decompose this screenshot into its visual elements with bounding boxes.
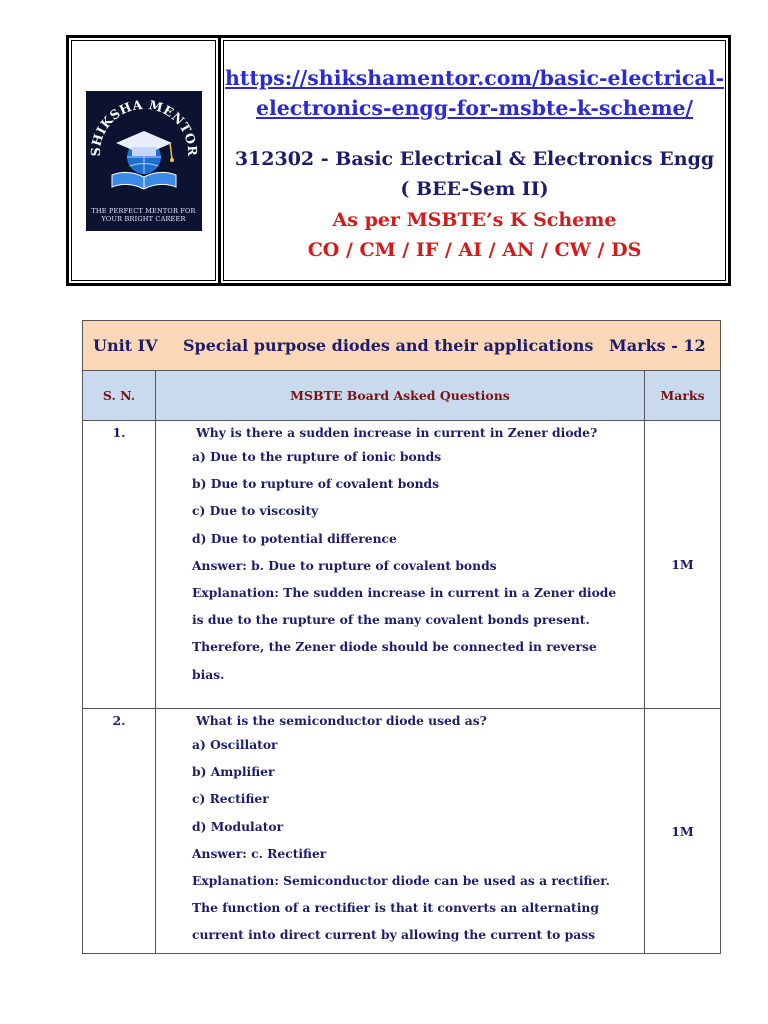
question-stem: What is the semiconductor diode used as?	[196, 713, 487, 728]
question-option: a) Oscillator	[192, 737, 278, 752]
course-link-line-1[interactable]: https://shikshamentor.com/basic-electrical-	[224, 66, 724, 90]
question-text	[156, 421, 645, 709]
question-explanation: is due to the rupture of the many covalent bonds present.	[192, 612, 590, 628]
scheme-branches: CO / CM / IF / AI / AN / CW / DS	[307, 239, 642, 261]
title-panel	[223, 40, 726, 281]
graduation-cap-icon	[86, 91, 202, 201]
unit-marks: Marks - 12	[609, 336, 706, 355]
question-explanation: Explanation: The sudden increase in current in a Zener diode	[192, 585, 617, 601]
logo-panel	[69, 38, 221, 283]
course-title	[224, 144, 725, 204]
unit-title: Special purpose diodes and their applications	[183, 336, 594, 355]
question-option: a) Due to the rupture of ionic bonds	[192, 449, 442, 464]
table-header-row	[83, 371, 721, 421]
question-marks: 1M	[645, 709, 721, 954]
svg-text:SHIKSHA MENTOR: SHIKSHA MENTOR	[87, 96, 200, 157]
table-row	[83, 421, 721, 709]
shiksha-mentor-logo	[86, 91, 202, 231]
questions-table	[82, 320, 721, 954]
question-option: d) Modulator	[192, 818, 284, 834]
course-code-title: 312302 - Basic Electrical & Electronics Engg	[234, 148, 715, 170]
course-link-line-2[interactable]: electronics-engg-for-msbte-k-scheme/	[255, 96, 694, 120]
question-explanation: Explanation: Semiconductor diode can be used as a rectifier.	[192, 873, 610, 889]
question-answer: Answer: b. Due to rupture of covalent bonds	[192, 557, 497, 573]
header-questions: MSBTE Board Asked Questions	[156, 371, 645, 421]
question-option: b) Due to rupture of covalent bonds	[192, 476, 440, 492]
question-explanation: The function of a rectifier is that it converts an alternating	[192, 900, 599, 916]
question-explanation: Therefore, the Zener diode should be connected in reverse	[192, 639, 597, 655]
unit-row	[83, 321, 721, 371]
logo-tagline	[86, 207, 202, 223]
question-option: d) Due to potential difference	[192, 530, 397, 546]
unit-number: Unit IV	[93, 336, 158, 355]
logo-tagline-line-1: THE PERFECT MENTOR FOR	[91, 206, 196, 215]
unit-cell	[83, 321, 721, 371]
question-number: 1.	[83, 421, 156, 709]
question-stem: Why is there a sudden increase in current in Zener diode?	[196, 425, 598, 440]
question-marks: 1M	[645, 421, 721, 709]
table-row	[83, 709, 721, 954]
question-number: 2.	[83, 709, 156, 954]
question-answer: Answer: c. Rectifier	[192, 845, 327, 861]
question-option: b) Amplifier	[192, 764, 275, 780]
course-link[interactable]	[224, 63, 725, 123]
question-text	[156, 709, 645, 954]
course-semester: ( BEE-Sem II)	[400, 178, 549, 200]
header-sn: S. N.	[83, 371, 156, 421]
scheme-info	[224, 205, 725, 265]
question-option: c) Due to viscosity	[192, 503, 319, 519]
question-option: c) Rectifier	[192, 791, 269, 807]
question-explanation: bias.	[192, 666, 225, 682]
document-header	[66, 35, 731, 286]
logo-tagline-line-2: YOUR BRIGHT CAREER	[101, 214, 186, 223]
scheme-name: As per MSBTE’s K Scheme	[332, 209, 617, 231]
header-marks: Marks	[645, 371, 721, 421]
question-explanation: current into direct current by allowing the current to pass	[192, 927, 596, 943]
